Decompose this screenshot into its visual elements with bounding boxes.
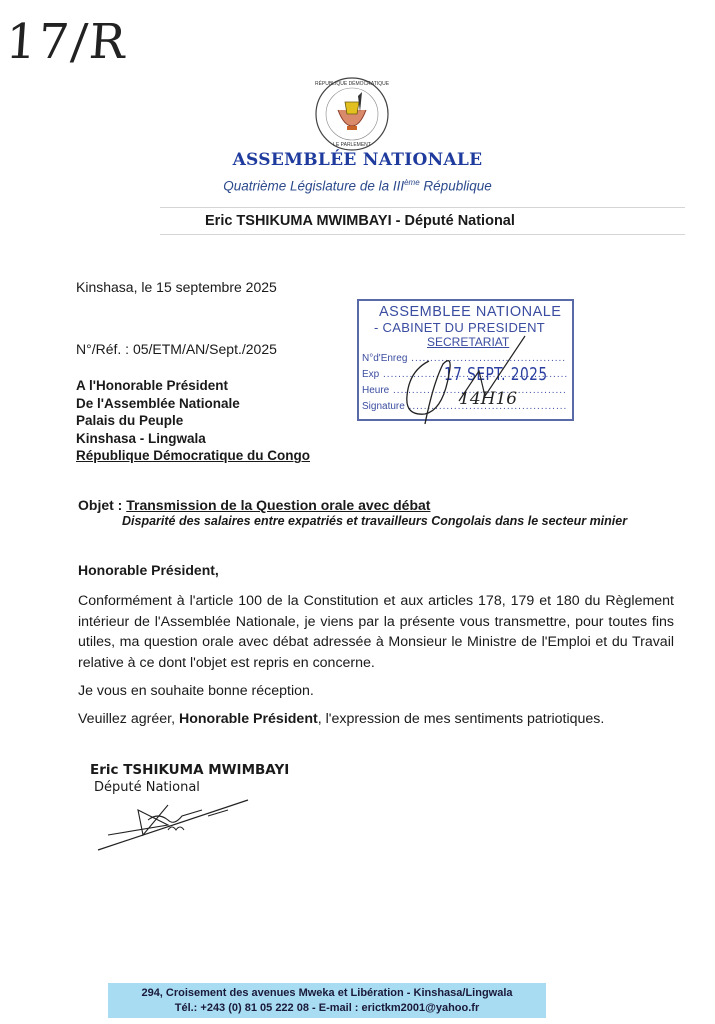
stamp-line-3: SECRETARIAT [427, 335, 510, 349]
closing-pre: Veuillez agréer, [78, 711, 179, 727]
signatory-title: Député National [94, 780, 200, 795]
recipient-country: République Démocratique du Congo [76, 448, 311, 464]
footer-contact-bar [108, 983, 546, 1018]
recipient-line: Kinshasa - Lingwala [76, 430, 206, 446]
closing-post: , l'expression de mes sentiments patriotiques. [317, 711, 605, 727]
body-paragraph-2: Je vous en souhaite bonne réception. [78, 683, 314, 699]
subject-label: Objet : [78, 497, 127, 513]
legislature-suffix: République [419, 178, 492, 194]
subject-line [78, 497, 430, 513]
stamp-line-1: ASSEMBLEE NATIONALE [379, 304, 562, 320]
salutation: Honorable Président, [78, 562, 219, 578]
handwritten-signature-icon [88, 780, 258, 855]
legislature-prefix: Quatrième Législature de la III [223, 178, 405, 194]
recipient-address [76, 377, 310, 465]
body-paragraph-1: Conformément à l'article 100 de la Constitution et aux articles 178, 179 et 180 du Règlement intérieur de l'Assemblée Nationale, je viens par la présente vous transmettre, pour toutes fins utiles, ma question orale avec débat adressée à Monsieur le Ministre de l'Emploi et du Travail relative à ce dont l'objet est repris en concerne. [78, 593, 674, 672]
stamp-date: 17 SEPT. 2025 [444, 364, 548, 385]
subject-title: Transmission de la Question orale avec débat [126, 497, 431, 513]
stamp-field-hour: Heure ..... [362, 385, 567, 396]
institution-title: ASSEMBLÉE NATIONALE [232, 150, 483, 170]
stamp-time: 14H16 [459, 389, 518, 409]
stamp-signature-scribble-icon [359, 301, 572, 431]
svg-text:LE PARLEMENT: LE PARLEMENT [333, 142, 371, 148]
place-date: Kinshasa, le 15 septembre 2025 [76, 279, 277, 295]
stamp-line-2: - CABINET DU PRESIDENT [374, 320, 546, 335]
reception-stamp [357, 299, 574, 421]
header-rule-top [160, 207, 685, 208]
legislature-subtitle [0, 178, 715, 194]
stamp-field-registration: N°d'Enreg ..... [362, 353, 567, 364]
parliament-seal-icon [314, 76, 390, 152]
deputy-header: Eric TSHIKUMA MWIMBAYI - Député National [205, 213, 515, 229]
recipient-line: De l'Assemblée Nationale [76, 395, 240, 411]
svg-text:RÉPUBLIQUE DÉMOCRATIQUE: RÉPUBLIQUE DÉMOCRATIQUE [314, 81, 390, 87]
footer-address: 294, Croisement des avenues Mweka et Libération - Kinshasa/Lingwala [141, 987, 513, 999]
reference-number: N°/Réf. : 05/ETM/AN/Sept./2025 [76, 341, 277, 357]
legislature-sup: ème [404, 178, 420, 187]
recipient-line: Palais du Peuple [76, 413, 184, 429]
signatory-name: Eric TSHIKUMA MWIMBAYI [90, 762, 290, 778]
stamp-field-signature: Signature ..... [362, 401, 567, 412]
header-rule-bottom [160, 234, 685, 235]
footer-contact: Tél.: +243 (0) 81 05 222 08 - E-mail : erictkm2001@yahoo.fr [174, 1001, 480, 1014]
closing-paragraph [78, 711, 604, 727]
stamp-field-exp: Exp ..... [362, 369, 567, 380]
handwritten-annotation: 17/R [4, 14, 130, 70]
subject-subtitle: Disparité des salaires entre expatriés et travailleurs Congolais dans le secteur minier [122, 514, 628, 528]
recipient-line: A l'Honorable Président [76, 378, 228, 393]
closing-bold: Honorable Président [178, 711, 318, 727]
